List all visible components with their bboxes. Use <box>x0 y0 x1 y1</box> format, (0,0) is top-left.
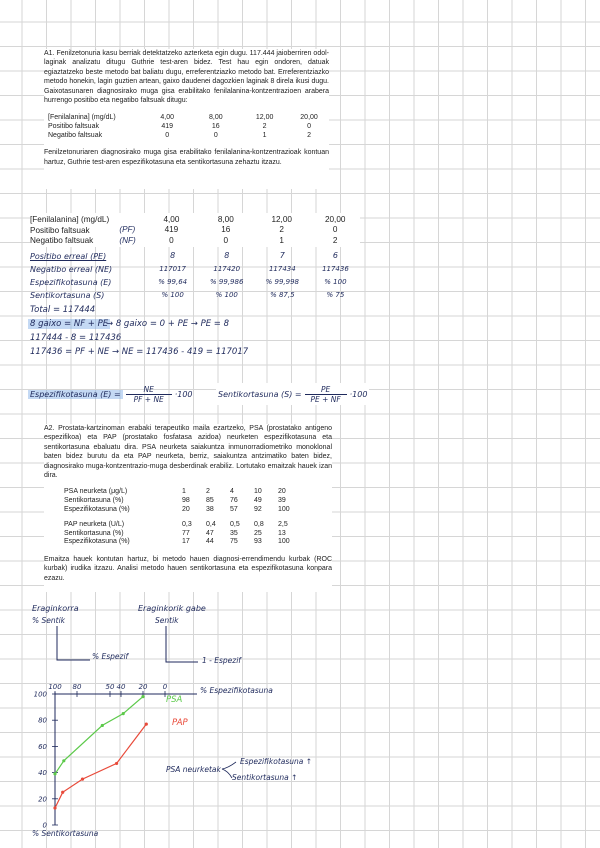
table-cell: PSA neurketa (μg/L) <box>64 488 128 496</box>
table-cell: 57 <box>230 505 238 513</box>
data-point-pap <box>53 806 56 809</box>
table-cell: 7 <box>279 251 285 261</box>
annotation-item-specificity: Espezifikotasuna ↑ <box>240 757 313 766</box>
data-point-psa <box>141 695 144 698</box>
table-cell: 8,00 <box>209 114 223 122</box>
table-cell: 0,5 <box>230 521 240 529</box>
table-cell: 16 <box>211 123 220 131</box>
table-cell: 4,00 <box>160 114 174 122</box>
x-tick-label: 20 <box>138 683 148 691</box>
data-point-pap <box>145 723 148 726</box>
table-cell: PAP neurketa (U/L) <box>64 521 125 529</box>
y-tick-label: 40 <box>38 769 47 778</box>
table-cell: 85 <box>206 497 214 505</box>
table-cell: 0,4 <box>206 521 216 529</box>
table-cell: Positibo faltsuak <box>30 225 90 235</box>
table-cell: [Fenilalanina] (mg/dL) <box>30 215 110 224</box>
table-cell: 47 <box>206 529 214 537</box>
table-cell: 13 <box>278 529 286 537</box>
formula-tail: ·100 <box>174 389 193 399</box>
table-cell: % 75 <box>326 291 345 300</box>
table-cell: 39 <box>278 497 286 505</box>
table-cell: % 99,998 <box>265 278 300 287</box>
table-cell: 98 <box>182 497 190 505</box>
question-a2-intro: A2. Prostata-kartzinoman erabaki terapeutiko maila ezartzeko, PSA (prostatako antigeno espezifikoa) eta PAP (prostatako fosfatasa azidoa) neurketen espezifikotasuna eta sentikortasuna ebaluatu dira. PSA neurketa saiakuntza inmunorradiometriko monoklonal baten bidez burutu da eta PAP neurketa, berriz, saiakuntza antzimatiko baten bidez, diagnosirako muga-kontzentrazio-muga desberdinak erabiliz. Lortutako emaitzak hauek izan dira. <box>44 425 332 480</box>
y-tick-label: 100 <box>33 690 47 699</box>
table-cell: 8 <box>224 251 230 261</box>
y-tick-label: 20 <box>38 795 47 804</box>
table-cell: Espezifikotasuna (E) <box>30 278 112 287</box>
fraction-denominator: PE + NF <box>310 394 341 404</box>
table-cell: 93 <box>254 538 262 546</box>
table-cell: 44 <box>206 538 214 546</box>
data-point-psa <box>122 712 125 715</box>
table-cell: (NF) <box>119 235 136 245</box>
table-cell: 0 <box>223 235 229 245</box>
sketch-right-xlabel: 1 - Espezif <box>202 656 241 665</box>
roc-series <box>53 695 147 810</box>
calc-line-1b: → 8 gaixo = 0 + PE → PE = 8 <box>106 319 230 329</box>
roc-ylabel: % Sentikortasuna <box>32 829 99 838</box>
table-cell: 2 <box>332 235 338 245</box>
table-cell: 6 <box>332 251 338 261</box>
series-label-pap: PAP <box>172 718 188 728</box>
data-point-psa <box>101 724 104 727</box>
table-cell: % 100 <box>324 278 347 287</box>
table-cell: 117434 <box>268 265 296 274</box>
table-cell: 419 <box>164 225 179 235</box>
question-a2-outro: Emaitza hauek kontutan hartuz, bi metodo hauen diagnosi-errendimendu kurbak (ROC kurbak) irudika itzazu. Analisi metodo hauen sentikortasuna eta espezifikotasuna konpara ezazu. <box>44 556 332 582</box>
table-cell: 1 <box>279 235 284 245</box>
table-cell: 2 <box>279 225 284 235</box>
sketch-left-xlabel: % Espezif <box>92 652 129 661</box>
table-cell: 0 <box>169 235 174 245</box>
table-cell: 8,00 <box>217 214 234 224</box>
table-cell: 75 <box>230 538 238 546</box>
data-point-pap <box>61 791 64 794</box>
y-tick-label: 80 <box>38 716 47 725</box>
table-cell: % 87,5 <box>270 291 295 300</box>
formula-tail: ·100 <box>349 389 368 399</box>
sketch-right-title: Eraginkorik gabe <box>138 604 206 613</box>
table-cell: 1 <box>182 488 186 496</box>
table-cell: 2 <box>262 123 267 131</box>
table-cell: 35 <box>230 529 238 537</box>
table-cell: 20 <box>278 488 286 496</box>
table-cell: 117017 <box>159 265 187 274</box>
table-cell: 117436 <box>322 265 349 274</box>
formula-label: Espezifikotasuna (E) = <box>30 389 121 399</box>
table-cell: Sentikortasuna (%) <box>64 529 124 537</box>
x-tick-label: 50 <box>105 683 115 691</box>
table-cell: 0 <box>165 131 170 139</box>
table-cell: [Fenilalanina] (mg/dL) <box>48 114 116 122</box>
table-cell: Espezifikotasuna (%) <box>64 538 130 546</box>
table-cell: 4 <box>230 488 234 496</box>
table-cell: 20 <box>182 505 190 513</box>
x-tick-label: 40 <box>116 683 126 691</box>
table-cell: 4,00 <box>163 214 180 224</box>
table-cell: % 100 <box>215 291 238 300</box>
series-line-psa <box>55 697 143 774</box>
table-cell: 117420 <box>213 265 241 274</box>
data-point-psa <box>62 759 65 762</box>
table-cell: 20,00 <box>324 214 346 224</box>
table-cell: 17 <box>182 538 190 546</box>
annotation-label: PSA neurketak <box>166 765 221 774</box>
table-cell: 77 <box>182 529 190 537</box>
table-cell: 12,00 <box>271 214 292 224</box>
table-cell: 100 <box>278 505 290 513</box>
table-cell: % 99,986 <box>210 278 244 287</box>
fraction-denominator: PF + NE <box>133 394 164 404</box>
data-point-pap <box>81 778 84 781</box>
table-cell: 0,3 <box>182 521 192 529</box>
table-cell: 100 <box>278 538 290 546</box>
table-cell: (PF) <box>119 225 136 235</box>
table-cell: % 99,64 <box>158 278 188 287</box>
sketch-left-title: Eraginkorra <box>32 604 79 613</box>
y-tick-label: 60 <box>38 742 47 751</box>
y-tick-label: 0 <box>42 821 47 830</box>
sketch-right-ylabel: Sentik <box>155 616 179 625</box>
table-cell: 0 <box>332 225 338 235</box>
total-note: Total = 117444 <box>30 305 96 315</box>
table-cell: 2 <box>206 488 210 496</box>
data-point-pap <box>115 762 118 765</box>
fraction-numerator: NE <box>143 384 154 394</box>
annotation-item-sensitivity: Sentikortasuna ↑ <box>232 773 298 782</box>
table-cell: Positibo faltsuak <box>48 123 99 131</box>
table-cell: 49 <box>254 497 262 505</box>
roc-xlabel: % Espezifikotasuna <box>200 686 273 695</box>
table-cell: 76 <box>230 497 238 505</box>
table-cell: Positibo erreal (PE) <box>30 252 107 261</box>
table-cell: 92 <box>254 505 262 513</box>
table-cell: % 100 <box>161 291 184 300</box>
sketch-left-ylabel: % Sentik <box>32 616 66 625</box>
table-cell: 16 <box>221 225 231 235</box>
table-cell: 2,5 <box>278 521 288 529</box>
x-tick-label: 80 <box>72 683 82 691</box>
table-cell: Negatibo faltsuak <box>48 131 103 139</box>
table-cell: 0 <box>307 123 311 131</box>
calc-line-3: 117436 = PF + NE → NE = 117436 - 419 = 117017 <box>30 347 249 357</box>
question-a1-intro: A1. Fenilzetonuria kasu berriak detektatzeko azterketa egin dugu. 117.444 jaioberriren odol-laginak analizatu ditugu Guthrie test-aren bidez. Test hau egin ondoren, datuak egiaztatzeko beste metodo bat baliatu dugu, erreferentziazko metodo bat. Erreferentziazko metodo honekin, lagin guztien artean, gaixo daudenei dagozkien laginak 8 direla ikusi dugu. Gaixotasunaren diagnosirako muga gisa erabilitako fenilalanina-kontzentrazioen arabera hurrengo positibo eta negatibo faltsuak ditugu: <box>44 50 329 105</box>
table-cell: 2 <box>307 131 311 139</box>
formula-label: Sentikortasuna (S) = <box>218 389 302 399</box>
data-point-psa <box>53 772 56 775</box>
table-cell: 1 <box>262 131 267 139</box>
calc-line-1a: 8 gaixo = NF + PE <box>30 319 109 329</box>
fraction-numerator: PE <box>320 384 331 394</box>
series-line-pap <box>55 724 146 808</box>
table-cell: 0,8 <box>254 521 264 529</box>
calc-line-2: 117444 - 8 = 117436 <box>30 333 122 343</box>
table-cell: Espezifikotasuna (%) <box>64 505 130 513</box>
table-cell: 8 <box>170 251 176 261</box>
x-tick-label: 0 <box>162 683 168 691</box>
table-cell: 10 <box>254 488 262 496</box>
table-cell: Sentikortasuna (%) <box>64 497 124 505</box>
x-tick-label: 100 <box>48 683 62 691</box>
table-cell: 25 <box>254 529 262 537</box>
table-cell: 38 <box>206 505 214 513</box>
table-cell: 20,00 <box>300 114 318 122</box>
table-cell: Negatibo erreal (NE) <box>30 265 113 274</box>
question-a1-outro: Fenilzetonuriaren diagnosirako muga gisa erabilitako fenilalanina-kontzentrazioak kontuan hartuz, Guthrie test-aren espezifikotasuna eta sentikortasuna zehaztu itzazu. <box>44 149 329 166</box>
table-cell: 419 <box>161 123 174 131</box>
table-cell: 0 <box>213 131 218 139</box>
table-cell: 12,00 <box>255 114 274 122</box>
table-cell: Negatibo faltsuak <box>30 236 94 245</box>
table-cell: Sentikortasuna (S) <box>30 291 105 300</box>
series-label-psa: PSA <box>166 695 183 705</box>
